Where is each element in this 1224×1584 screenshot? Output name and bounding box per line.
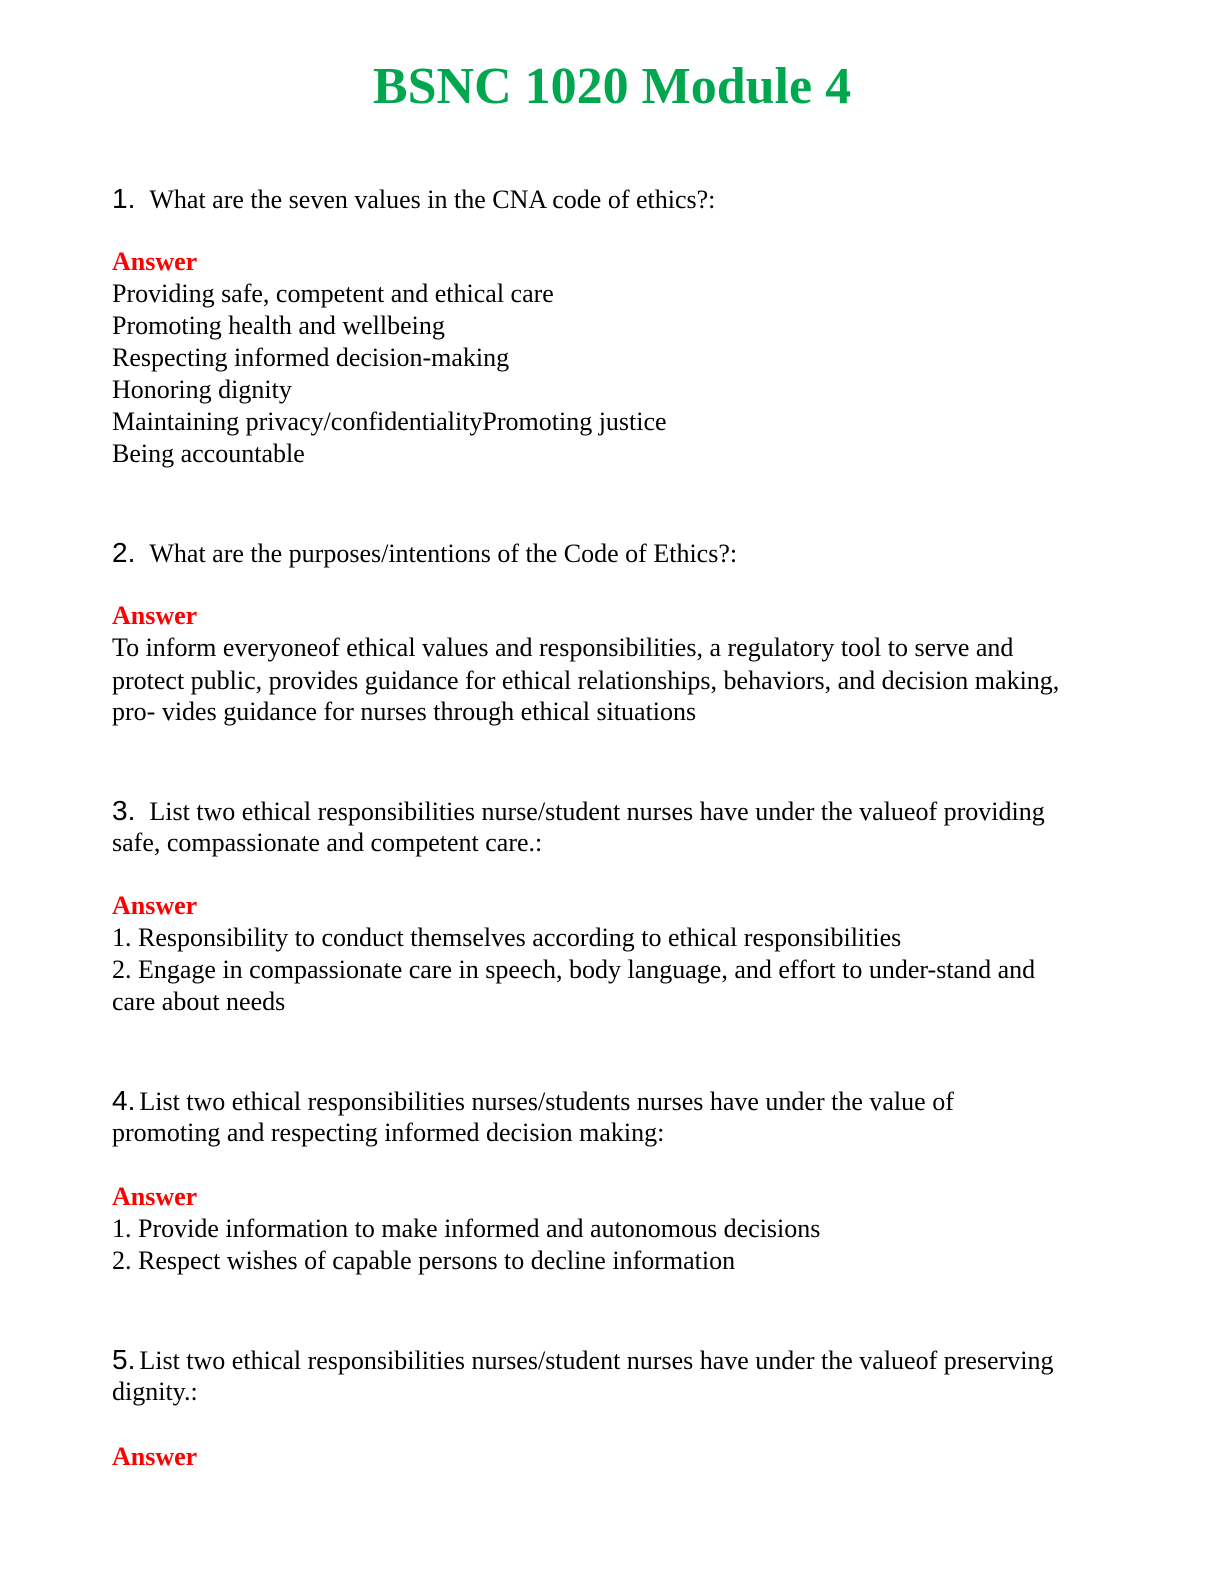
question-line — [112, 1117, 664, 1149]
question-number: 3. — [112, 795, 136, 826]
answer-line: 2. Engage in compassionate care in speech, body language, and effort to under-stand and — [112, 955, 1036, 984]
question-line — [112, 1344, 1053, 1377]
answer-label: Answer — [112, 891, 198, 920]
answer-label: Answer — [112, 601, 198, 630]
answer-label: Answer — [112, 1182, 198, 1211]
question-line — [112, 537, 737, 570]
answer-line: Promoting health and wellbeing — [112, 311, 445, 340]
answer-label: Answer — [112, 247, 198, 276]
answer-line: Maintaining privacy/confidentialityPromoting justice — [112, 407, 667, 436]
question-number: 5. — [112, 1344, 136, 1375]
answer-line: pro- vides guidance for nurses through ethical situations — [112, 697, 697, 726]
question-text: List two ethical responsibilities nurse/student nurses have under the valueof providing — [149, 797, 1045, 826]
answer-line: Providing safe, competent and ethical care — [112, 279, 554, 308]
question-text: safe, compassionate and competent care.: — [112, 828, 543, 857]
question-text: dignity.: — [112, 1377, 198, 1406]
question-line — [112, 183, 715, 216]
answer-line: Respecting informed decision-making — [112, 343, 510, 372]
question-text: What are the purposes/intentions of the Code of Ethics?: — [149, 539, 738, 568]
answer-line: 2. Respect wishes of capable persons to decline information — [112, 1246, 736, 1275]
answer-line: 1. Provide information to make informed and autonomous decisions — [112, 1214, 821, 1243]
question-text: List two ethical responsibilities nurses/students nurses have under the value of — [139, 1087, 954, 1116]
answer-line: Honoring dignity — [112, 375, 292, 404]
answer-line: Being accountable — [112, 439, 305, 468]
answer-line: To inform everyoneof ethical values and responsibilities, a regulatory tool to serve and — [112, 633, 1014, 662]
question-line — [112, 827, 542, 859]
answer-line: protect public, provides guidance for ethical relationships, behaviors, and decision making, — [112, 666, 1060, 695]
question-line — [112, 1085, 954, 1118]
question-text: promoting and respecting informed decision making: — [112, 1118, 665, 1147]
question-number: 1. — [112, 183, 136, 214]
question-line — [112, 1376, 198, 1408]
question-text: List two ethical responsibilities nurses/student nurses have under the valueof preserving — [139, 1346, 1054, 1375]
question-text: What are the seven values in the CNA code of ethics?: — [149, 185, 716, 214]
document-title: BSNC 1020 Module 4 — [372, 58, 852, 115]
answer-label: Answer — [112, 1442, 198, 1471]
answer-line: 1. Responsibility to conduct themselves according to ethical responsibilities — [112, 923, 902, 952]
question-number: 2. — [112, 537, 136, 568]
question-line — [112, 795, 1045, 828]
answer-line: care about needs — [112, 987, 286, 1016]
question-number: 4. — [112, 1085, 136, 1116]
